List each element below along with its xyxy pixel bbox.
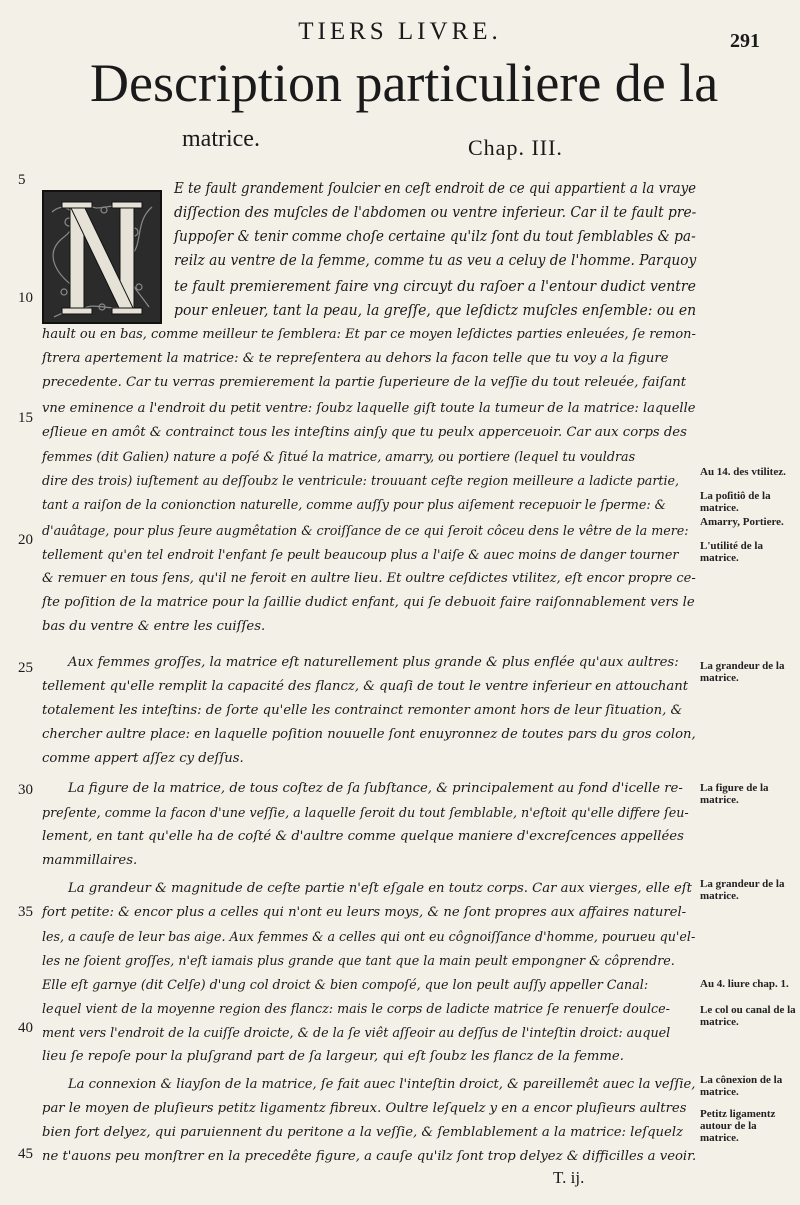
text-line: vne eminence a l'endroit du petit ventre: ſoubz laquelle giſt toute la tumeur de la matrice: laquelle <box>42 401 696 416</box>
line-number: 30 <box>18 782 33 798</box>
chapter-subtitle: matrice. <box>182 126 260 152</box>
margin-note: Petitz ligamentz autour de la matrice. <box>700 1108 776 1144</box>
text-line: comme appert aſſez cy deſſus. <box>42 751 244 766</box>
line-number: 40 <box>18 1020 33 1036</box>
text-line: tellement qu'en tel endroit l'enfant ſe peult beaucoup plus a l'aiſe & auec moins de danger tourner <box>42 547 679 562</box>
margin-note: Le col ou canal de la matrice. <box>700 1004 796 1028</box>
text-line: ſtrera apertement la matrice: & te repreſentera au dehors la facon telle que tu voy a la figure <box>42 351 669 366</box>
line-number: 15 <box>18 410 33 426</box>
text-line: lieu ſe repoſe pour la pluſgrand part de ſa largeur, qui eſt ſoubz les flancz de la femme. <box>42 1049 624 1064</box>
text-line: dire des trois) iuſtement au deſſoubz le ventricule: trouuant ceſte region meilleure a ladicte partie, <box>42 473 680 488</box>
decorated-initial-n-icon <box>42 190 162 324</box>
margin-note: La poſitiô de la matrice. <box>700 490 771 514</box>
text-line: bien fort delyez, qui paruiennent du peritone a la veſſie, & ſemblablement a la matrice: leſquelz <box>42 1125 683 1140</box>
line-number: 20 <box>18 532 33 548</box>
margin-note: Amarry, Portiere. <box>700 516 784 528</box>
running-head: TIERS LIVRE. <box>298 18 502 45</box>
text-line: La grandeur & magnitude de ceſte partie n'eſt eſgale en toutz corps. Car aux vierges, elle eſt <box>68 881 692 896</box>
line-number: 35 <box>18 904 33 920</box>
line-number: 10 <box>18 290 33 306</box>
text-line: precedente. Car tu verras premierement la partie ſuperieure de la veſſie du tout releuée, faiſant <box>42 375 687 390</box>
signature-mark: T. ij. <box>553 1168 585 1187</box>
text-line: femmes (dit Galien) nature a poſé & ſitué la matrice, amarry, ou portiere (lequel tu vouldras <box>42 449 636 464</box>
line-number: 5 <box>18 172 26 188</box>
text-line: ſuppoſer & tenir comme choſe certaine qu'ilz ſont du tout ſemblables & pa- <box>174 228 696 245</box>
text-line: Aux femmes groſſes, la matrice eſt naturellement plus grande & plus enflée qu'aux aultres: <box>68 655 679 670</box>
text-line: & remuer en tous ſens, qu'il ne feroit en aultre lieu. Et oultre ceſdictes vtilitez, eſt encor propre ce- <box>42 571 696 586</box>
text-line: d'auâtage, pour plus ſeure augmêtation & croiſſance de ce qui ſeroit côceu dens le vêtre de la mere: <box>42 523 689 538</box>
text-line: par le moyen de pluſieurs petitz ligamentz fibreux. Oultre leſquelz y en a encor pluſieurs aultres <box>42 1101 687 1116</box>
chapter-title: Description particuliere de la <box>90 53 719 113</box>
text-line: lequel vient de la moyenne region des flancz: mais le corps de ladicte matrice ſe renuerſe doulce- <box>42 1001 670 1016</box>
margin-note: La grandeur de la matrice. <box>700 660 785 684</box>
text-line: ſte poſition de la matrice pour la ſaillie dudict enfant, qui ſe debuoit faire raiſonnablement vers le <box>42 595 695 610</box>
text-line: La connexion & liayſon de la matrice, ſe fait auec l'inteſtin droict, & pareillemêt auec la veſſie, <box>68 1077 696 1092</box>
text-line: diſſection des muſcles de l'abdomen ou ventre inferieur. Car il te fault pre- <box>174 204 697 221</box>
text-line: tellement qu'elle remplit la capacité des flancz, & quaſi de tout le ventre inferieur en attouchant <box>42 679 689 694</box>
text-line: les, a cauſe de leur bas aige. Aux femmes & a celles qui ont eu côgnoiſſance d'homme, pourueu qu'el- <box>42 929 696 944</box>
text-line: ne t'auons peu monſtrer en la precedête figure, a cauſe qu'ilz ſont trop delyez & difficilles a veoir. <box>42 1149 697 1164</box>
margin-note: Au 4. liure chap. 1. <box>700 978 789 990</box>
text-line: mammillaires. <box>42 853 138 868</box>
margin-note: La grandeur de la matrice. <box>700 878 785 902</box>
text-line: E te fault grandement ſoulcier en ceſt endroit de ce qui appartient a la vraye <box>174 180 697 197</box>
margin-note: La cônexion de la matrice. <box>700 1074 783 1098</box>
text-line: tant a raiſon de la conionction naturelle, comme auſſy pour plus aiſement recepuoir le ſperme: & <box>42 497 666 512</box>
text-line: ment vers l'endroit de la cuiſſe droicte, & de la ſe viêt aſſeoir au deſſus de l'inteſtin droict: auquel <box>42 1025 671 1040</box>
text-line: te fault premierement faire vng circuyt du raſoer a l'entour dudict ventre <box>174 278 696 295</box>
text-line: bas du ventre & entre les cuiſſes. <box>42 619 266 634</box>
margin-note: L'utilité de la matrice. <box>700 540 763 564</box>
text-line: fort petite: & encor plus a celles qui n'ont eu leurs moys, & ne ſont propres aux affaires naturel- <box>42 905 687 920</box>
line-number: 45 <box>18 1146 33 1162</box>
text-line: totalement les inteſtins: de ſorte qu'elle les contrainct remonter amont hors de leur ſituation, & <box>42 703 683 718</box>
text-line: reilz au ventre de la femme, comme tu as veu a celuy de l'homme. Parquoy <box>174 252 697 269</box>
text-line: preſente, comme la facon d'une veſſie, a laquelle ſeroit du tout ſemblable, n'eſtoit qu'elle differe ſeu- <box>42 805 689 820</box>
text-line: Elle eſt garnye (dit Celſe) d'ung col droict & bien compoſé, que lon peult auſſy appeller Canal: <box>42 977 649 992</box>
text-line: eſlieue en amôt & contrainct tous les inteſtins ainſy que tu peulx apperceuoir. Car aux corps des <box>42 425 687 440</box>
margin-note: Au 14. des vtilitez. <box>700 466 786 478</box>
chapter-number: Chap. III. <box>468 135 563 160</box>
text-line: hault ou en bas, comme meilleur te ſemblera: Et par ce moyen leſdictes parties enleuées, ſe remon- <box>42 327 696 342</box>
page-number: 291 <box>730 30 760 52</box>
text-line: lement, en tant qu'elle ha de coſté & d'aultre comme quelque maniere d'excreſcences appellées <box>42 829 684 844</box>
margin-note: La figure de la matrice. <box>700 782 769 806</box>
text-line: La figure de la matrice, de tous coſtez de ſa ſubſtance, & principalement au fond d'icelle re- <box>68 781 683 796</box>
text-line: pour enleuer, tant la peau, la greſſe, que leſdictz muſcles enſemble: ou en <box>174 302 697 319</box>
text-line: les ne ſoient groſſes, n'eſt iamais plus grande que tant que la main peult empongner & côprendre. <box>42 953 675 968</box>
line-number: 25 <box>18 660 33 676</box>
text-line: chercher aultre place: en laquelle poſition nouuelle ſont enuyronnez de toutes pars du gros colon, <box>42 727 696 742</box>
